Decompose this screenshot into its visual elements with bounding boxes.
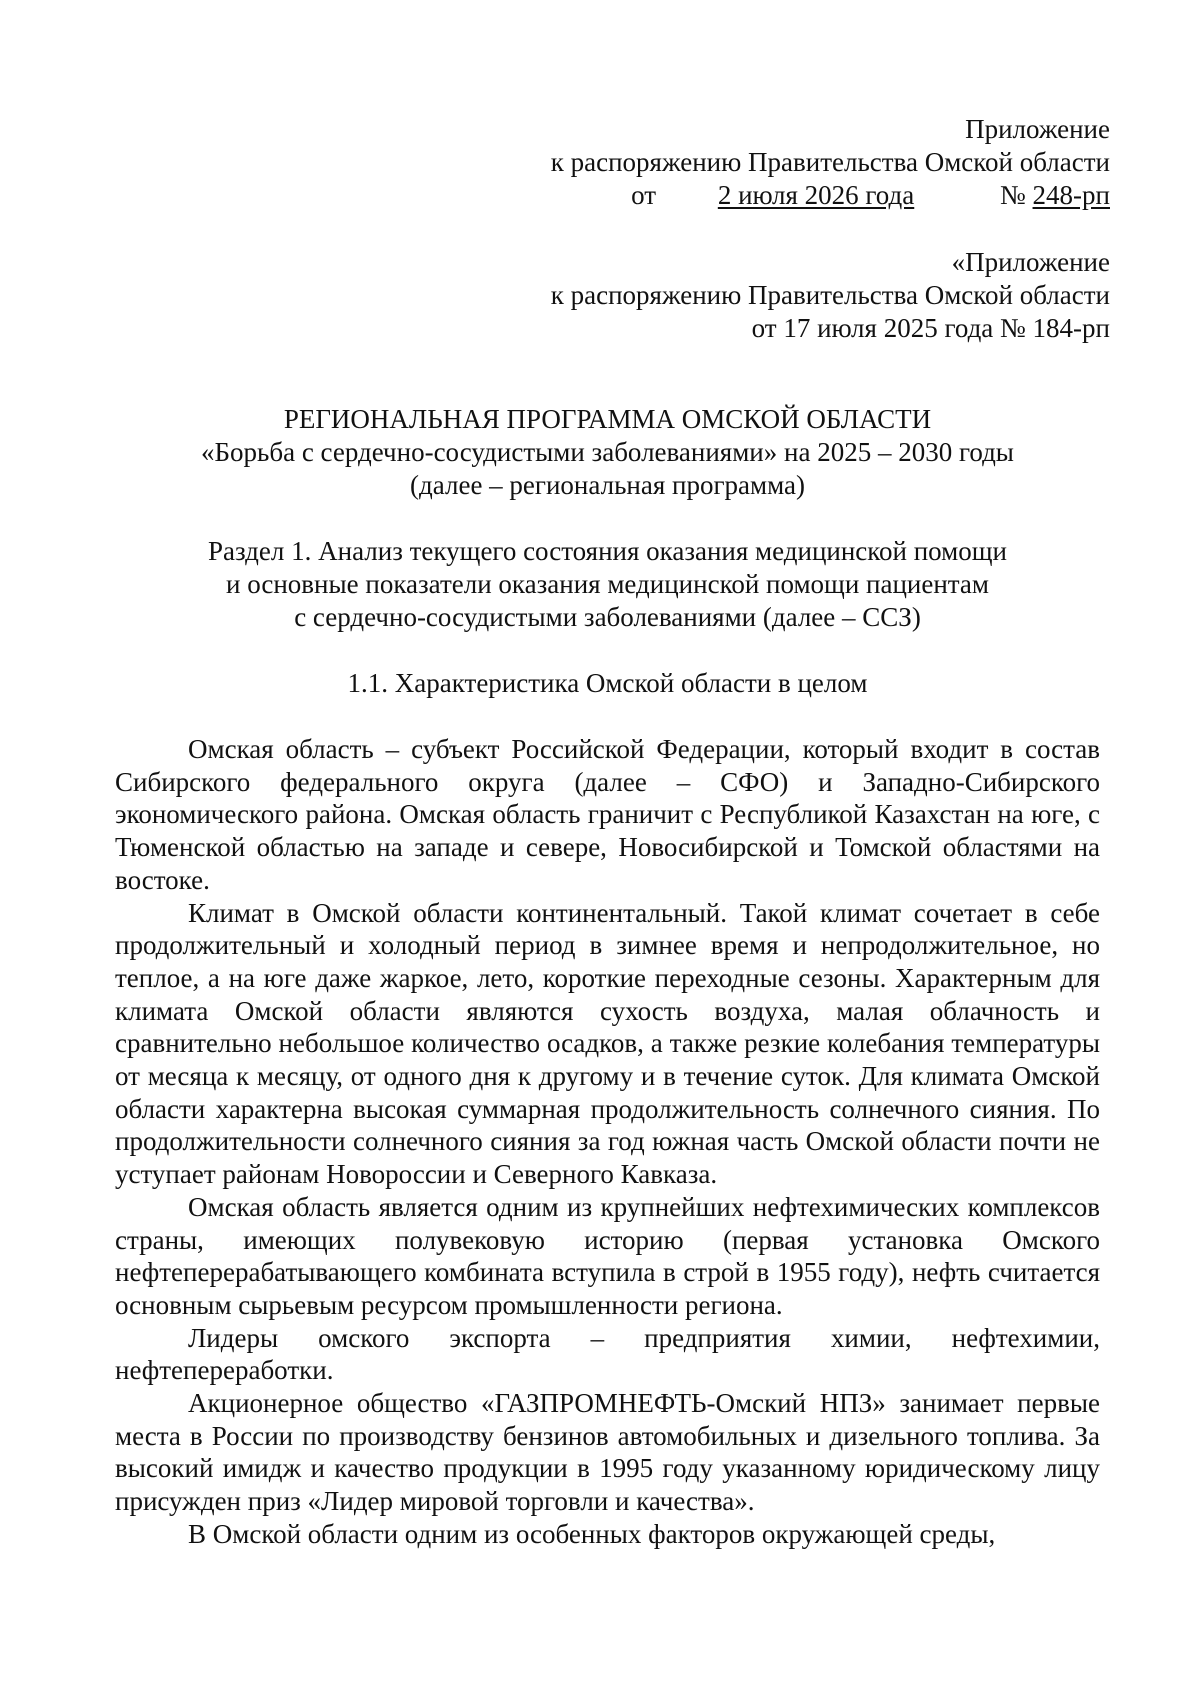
program-title-line-1: РЕГИОНАЛЬНАЯ ПРОГРАММА ОМСКОЙ ОБЛАСТИ xyxy=(283,404,932,434)
paragraph-region-location: Омская область – субъект Российской Федерации, который входит в состав Сибирского федерального округа (далее – СФО) и Западно-Сибирского экономического района. Омская область граничит с Республикой Казахстан на юге, с Тюменской областью на западе и севере, Новосибирской и Томской областями на востоке. xyxy=(115,734,1100,895)
date-prefix: от xyxy=(631,180,657,210)
order-number: 248-рп xyxy=(1032,180,1110,210)
quoted-appendix-title: «Приложение xyxy=(951,247,1110,277)
program-title-line-3: (далее – региональная программа) xyxy=(410,470,805,500)
section-title-line-3: с сердечно-сосудистыми заболеваниями (далее – ССЗ) xyxy=(294,602,921,632)
section-title xyxy=(115,535,1100,634)
paragraph-omsk-refinery: Акционерное общество «ГАЗПРОМНЕФТЬ-Омский НПЗ» занимает первые места в России по производству бензинов автомобильных и дизельного топлива. За высокий имидж и качество продукции в 1995 году указанному юридическому лицу присужден приз «Лидер мировой торговли и качества». xyxy=(115,1388,1100,1517)
subsection-title: 1.1. Характеристика Омской области в целом xyxy=(347,668,868,698)
paragraph-export-leaders: Лидеры омского экспорта – предприятия химии, нефтехимии, нефтепереработки. xyxy=(115,1322,1100,1386)
paragraph-environment-factors: В Омской области одним из особенных факторов окружающей среды, xyxy=(188,1518,996,1549)
body-text xyxy=(115,733,1100,1551)
section-title-line-2: и основные показатели оказания медицинской помощи пациентам xyxy=(226,569,989,599)
paragraph-climate: Климат в Омской области континентальный. Такой климат сочетает в себе продолжительный и холодный период в зимнее время и непродолжительное, но теплое, а на юге даже жаркое, лето, короткие переходные сезоны. Характерным для климата Омской области являются сухость воздуха, малая облачность и сравнительно небольшое количество осадков, а также резкие колебания температуры от месяца к месяцу, от одного дня к другому и в течение суток. Для климата Омской области характерна высокая суммарная продолжительность солнечного сияния. По продолжительности солнечного сияния за год южная часть Омской области почти не уступает районам Новороссии и Северного Кавказа. xyxy=(115,897,1100,1190)
quoted-appendix-date-number: от 17 июля 2025 года № 184-рп xyxy=(751,313,1110,343)
quoted-appendix-order-reference: к распоряжению Правительства Омской области xyxy=(550,280,1110,310)
section-title-line-1: Раздел 1. Анализ текущего состояния оказания медицинской помощи xyxy=(208,536,1007,566)
program-title xyxy=(115,403,1100,502)
number-label: № xyxy=(1000,180,1026,210)
program-title-line-2: «Борьба с сердечно-сосудистыми заболеваниями» на 2025 – 2030 годы xyxy=(201,437,1014,467)
quoted-appendix xyxy=(551,246,1110,345)
appendix-date-number-line xyxy=(551,179,1110,212)
appendix-header xyxy=(551,113,1110,212)
paragraph-petrochemical-industry: Омская область является одним из крупнейших нефтехимических комплексов страны, имеющих полувековую историю (первая установка Омского нефтеперерабатывающего комбината вступила в строй в 1955 году), нефть считается основным сырьевым ресурсом промышленности региона. xyxy=(115,1191,1100,1320)
appendix-order-reference: к распоряжению Правительства Омской области xyxy=(550,147,1110,177)
appendix-title: Приложение xyxy=(965,114,1110,144)
order-date: 2 июля 2026 года xyxy=(717,180,915,210)
